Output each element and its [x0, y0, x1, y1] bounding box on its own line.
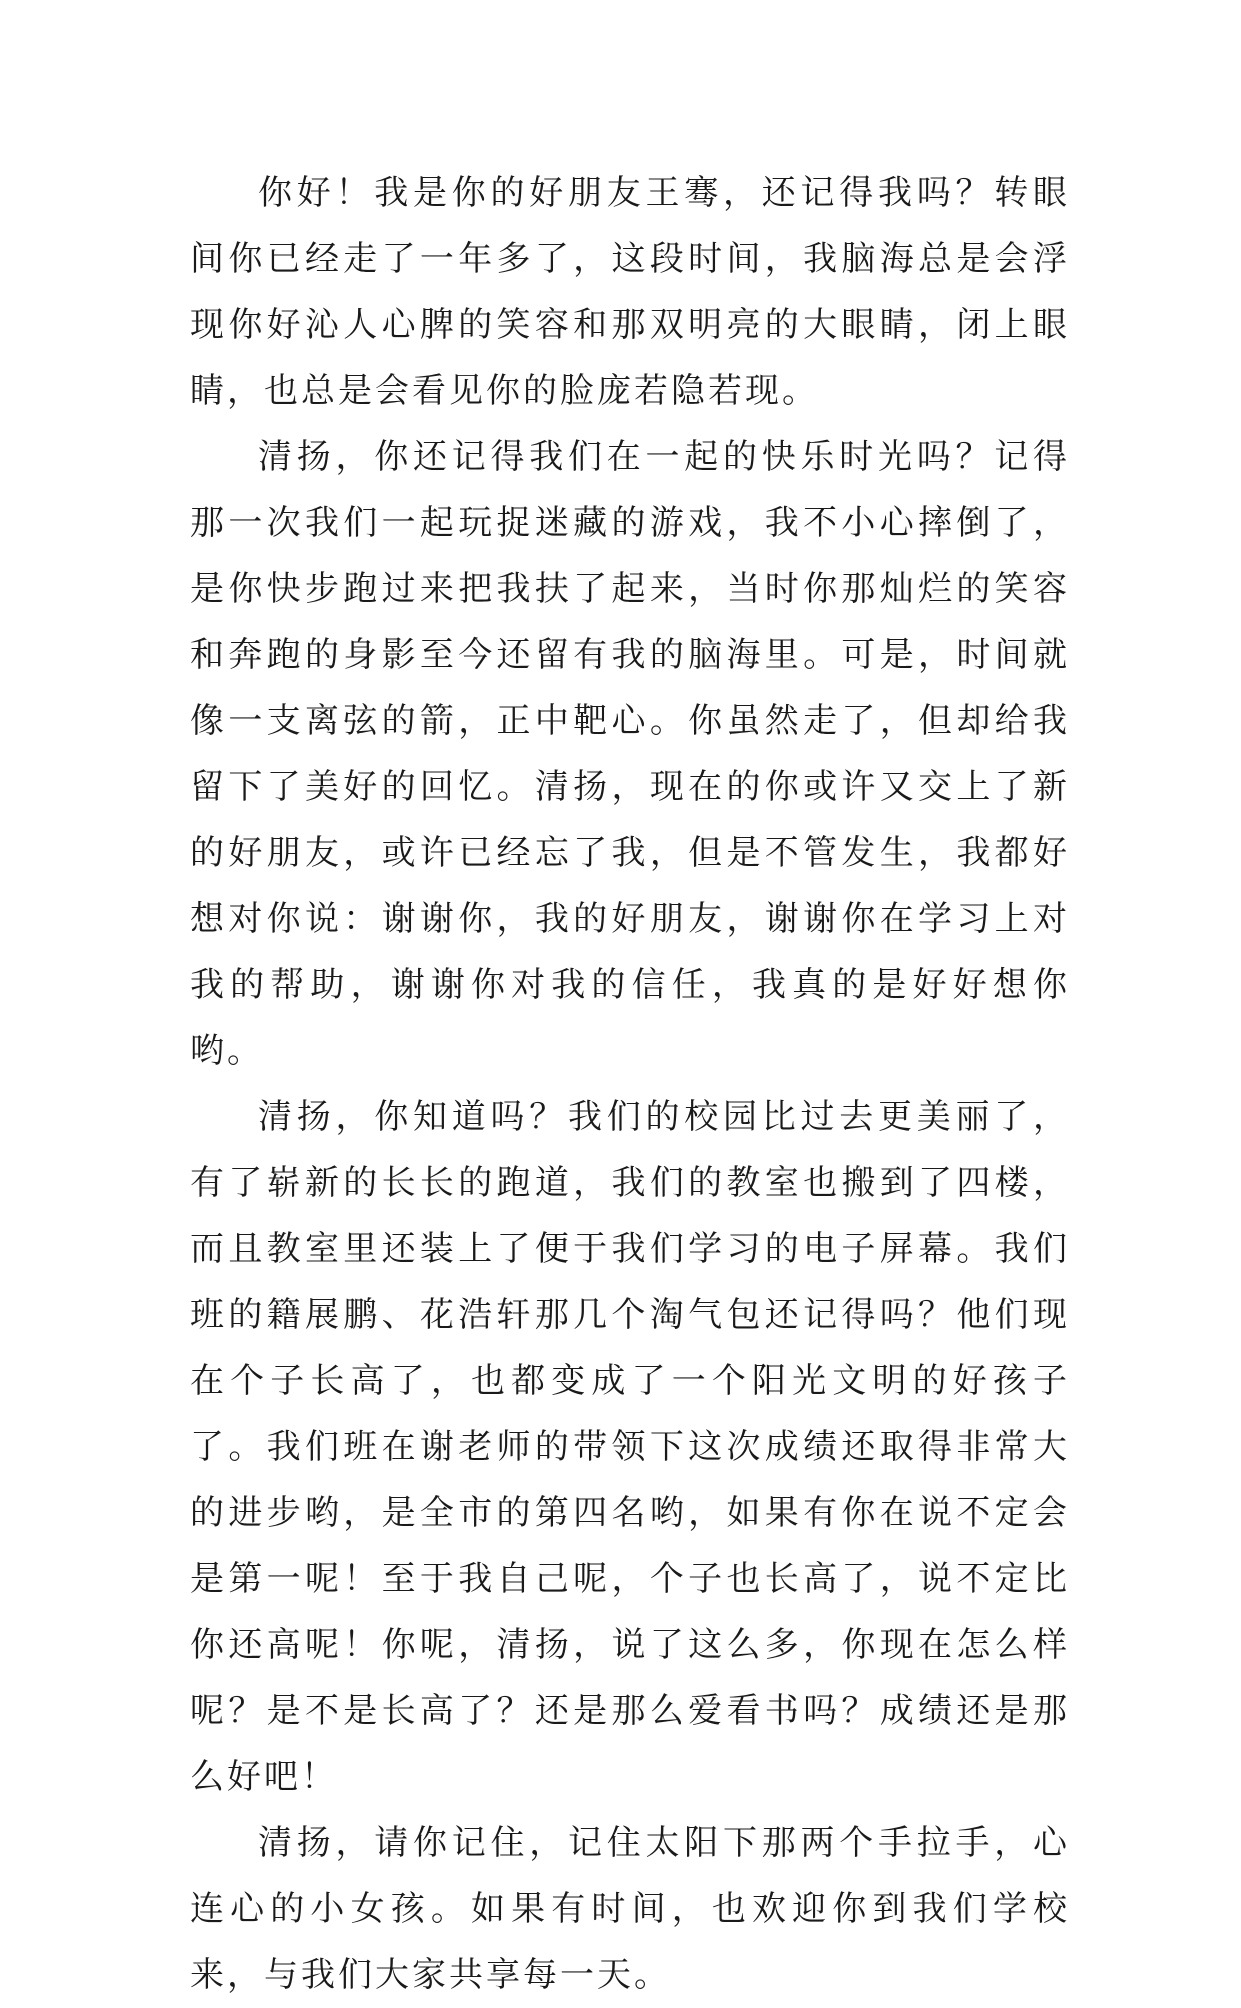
paragraph-1: 你好！我是你的好朋友王骞，还记得我吗？转眼间你已经走了一年多了，这段时间，我脑海总是会浮现你好沁人心脾的笑容和那双明亮的大眼睛，闭上眼睛，也总是会看见你的脸庞若隐若现。 — [190, 173, 1070, 411]
letter-body — [190, 160, 1070, 2008]
paragraph-4: 清扬，请你记住，记住太阳下那两个手拉手，心连心的小女孩。如果有时间，也欢迎你到我们学校来，与我们大家共享每一天。 — [190, 1823, 1070, 1995]
paragraph-3: 清扬，你知道吗？我们的校园比过去更美丽了，有了崭新的长长的跑道，我们的教室也搬到了四楼，而且教室里还装上了便于我们学习的电子屏幕。我们班的籍展鹏、花浩轩那几个淘气包还记得吗？他们现在个子长高了，也都变成了一个阳光文明的好孩子了。我们班在谢老师的带领下这次成绩还取得非常大的进步哟，是全市的第四名哟，如果有你在说不定会是第一呢！至于我自己呢，个子也长高了，说不定比你还高呢！你呢，清扬，说了这么多，你现在怎么样呢？是不是长高了？还是那么爱看书吗？成绩还是那么好吧！ — [190, 1097, 1070, 1797]
paragraph-2: 清扬，你还记得我们在一起的快乐时光吗？记得那一次我们一起玩捉迷藏的游戏，我不小心摔倒了，是你快步跑过来把我扶了起来，当时你那灿烂的笑容和奔跑的身影至今还留有我的脑海里。可是，时间就像一支离弦的箭，正中靶心。你虽然走了，但却给我留下了美好的回忆。清扬，现在的你或许又交上了新的好朋友，或许已经忘了我，但是不管发生，我都好想对你说：谢谢你，我的好朋友，谢谢你在学习上对我的帮助，谢谢你对我的信任，我真的是好好想你哟。 — [190, 437, 1070, 1071]
